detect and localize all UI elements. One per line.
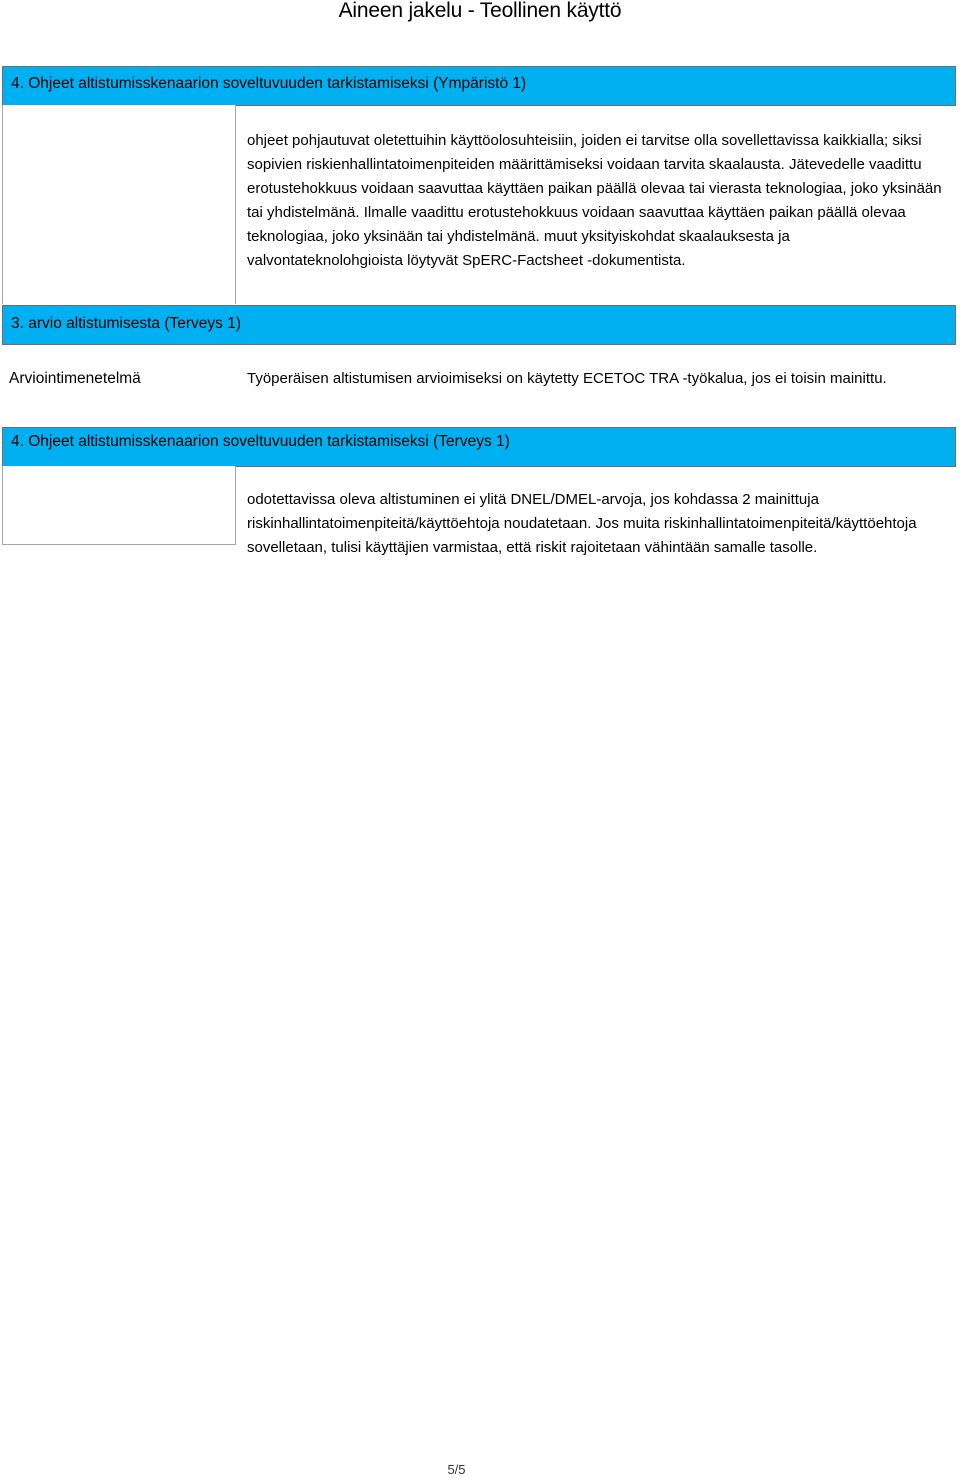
section-heading-text: 3. arvio altistumisesta (Terveys 1) <box>11 315 241 332</box>
section-heading-health-check <box>2 427 956 467</box>
assessment-method-text: Työperäisen altistumisen arvioimiseksi on käytetty ECETOC TRA -työkalua, jos ei toisin mainittu. <box>247 370 887 387</box>
section-heading-environment-check <box>2 66 956 106</box>
section-heading-text: 4. Ohjeet altistumisskenaarion soveltuvuuden tarkistamiseksi (Terveys 1) <box>11 433 510 450</box>
section-heading-text: 4. Ohjeet altistumisskenaarion soveltuvuuden tarkistamiseksi (Ympäristö 1) <box>11 75 527 92</box>
health-check-text: odotettavissa oleva altistuminen ei ylitä DNEL/DMEL-arvoja, jos kohdassa 2 mainittuja riskinhallintatoimenpiteitä/käyttöehtoja noudatetaan. Jos muita riskinhallintatoimenpiteitä/käyttöehtoja sovelletaan, tulisi käyttäjien varmistaa, että riskit rajoitetaan vähintään samalle tasolle. <box>247 491 917 556</box>
page-title: Aineen jakelu - Teollinen käyttö <box>338 0 622 22</box>
left-label-cell <box>2 105 236 304</box>
assessment-method-label: Arviointimenetelmä <box>9 370 141 387</box>
page-number: 5/5 <box>447 1462 466 1477</box>
environment-check-text: ohjeet pohjautuvat oletettuihin käyttöolosuhteisiin, joiden ei tarvitse olla sovellettavissa kaikkialla; siksi sopivien riskienhallintatoimenpiteiden määrittämiseksi voidaan tarvita skaalausta. Jätevedelle vaadittu erotustehokkuus voidaan saavuttaa käyttäen paikan päällä olevaa tai vierasta teknologiaa, joko yksinään tai yhdistelmänä. Ilmalle vaadittu erotustehokkuus voidaan saavuttaa käyttäen paikan päällä olevaa teknologiaa, joko yksinään tai yhdistelmänä. muut yksityiskohdat skaalauksesta ja valvontateknolohgioista löytyvät SpERC-Factsheet -dokumentista. <box>247 132 942 269</box>
section-heading-health-assessment <box>2 305 956 345</box>
left-label-cell <box>2 466 236 545</box>
